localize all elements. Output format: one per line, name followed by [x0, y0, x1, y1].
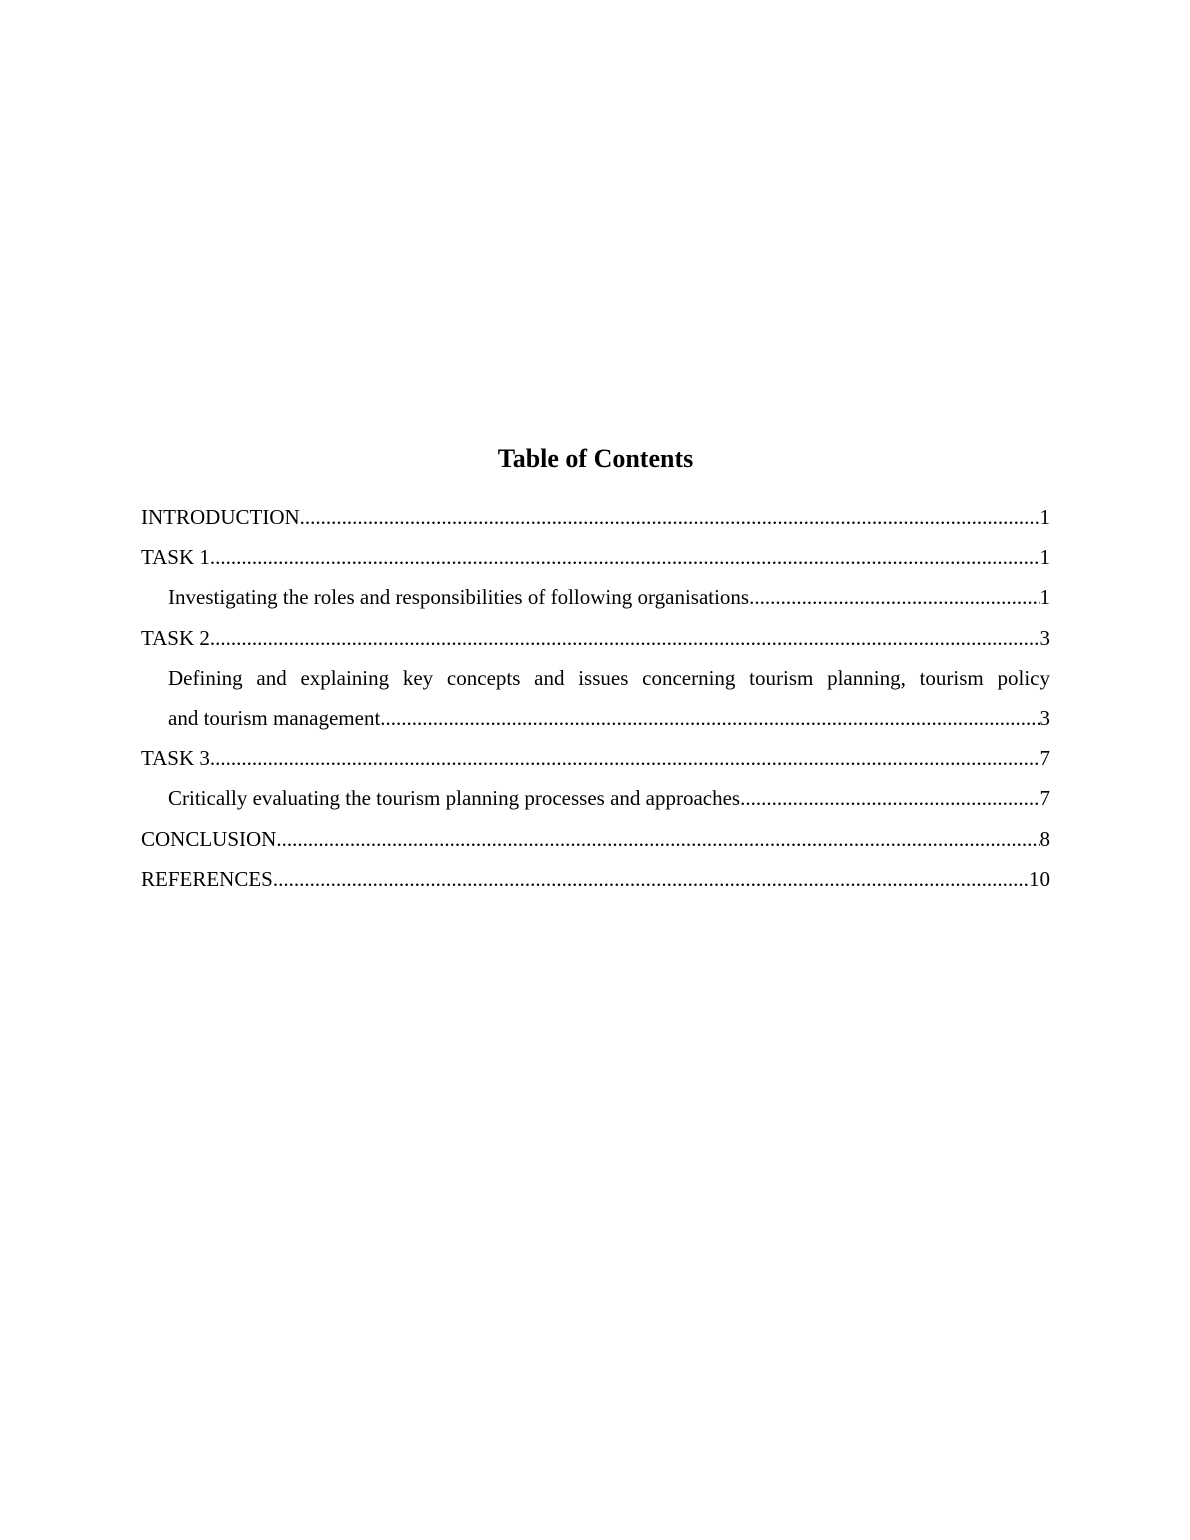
toc-entry-defining-key-concepts[interactable]	[141, 658, 1050, 738]
toc-entry-references[interactable]	[141, 859, 1050, 899]
toc-entry-label-line-2: and tourism management	[168, 706, 381, 731]
toc-entry-label: Investigating the roles and responsibilities of following organisations	[168, 585, 750, 610]
toc-dot-leader	[210, 618, 1040, 658]
toc-dot-leader	[300, 497, 1040, 537]
toc-page-number: 1	[1039, 585, 1050, 610]
toc-entry-conclusion[interactable]	[141, 819, 1050, 859]
toc-dot-leader	[749, 577, 1039, 617]
toc-page-number: 3	[1039, 706, 1050, 731]
toc-page-number: 1	[1039, 505, 1050, 529]
toc-entry-label: TASK 3	[141, 746, 210, 771]
toc-entry-task-3[interactable]	[141, 738, 1050, 778]
toc-entry-label-line-1: Defining and explaining key concepts and issues concerning tourism planning, tourism policy	[168, 665, 1050, 690]
toc-entry-task-2[interactable]	[141, 618, 1050, 658]
toc-page-number: 1	[1039, 545, 1050, 570]
toc-page-number: 3	[1039, 625, 1050, 650]
toc-dot-leader	[740, 778, 1039, 818]
toc-entry-introduction[interactable]	[141, 497, 1050, 537]
toc-page-number: 10	[1029, 866, 1050, 891]
toc-dot-leader	[276, 819, 1039, 859]
table-of-contents	[141, 440, 1050, 899]
toc-dot-leader	[380, 698, 1039, 738]
toc-entry-critically-evaluating[interactable]	[141, 778, 1050, 818]
toc-entry-label: INTRODUCTION	[141, 505, 300, 529]
toc-page-number: 8	[1039, 826, 1050, 851]
toc-dot-leader	[273, 859, 1029, 899]
toc-entry-label: REFERENCES	[141, 866, 273, 891]
toc-dot-leader	[210, 738, 1040, 778]
toc-entry-label: TASK 1	[141, 545, 210, 570]
toc-entry-label: Critically evaluating the tourism planning processes and approaches	[168, 786, 741, 811]
toc-dot-leader	[210, 537, 1040, 577]
toc-page-number: 7	[1039, 786, 1050, 811]
toc-list	[141, 497, 1050, 899]
toc-entry-label: CONCLUSION	[141, 826, 277, 851]
toc-page-number: 7	[1039, 746, 1050, 771]
toc-entry-investigating-roles[interactable]	[141, 577, 1050, 617]
toc-title: Table of Contents	[497, 444, 694, 473]
toc-entry-task-1[interactable]	[141, 537, 1050, 577]
toc-entry-label: TASK 2	[141, 625, 210, 650]
